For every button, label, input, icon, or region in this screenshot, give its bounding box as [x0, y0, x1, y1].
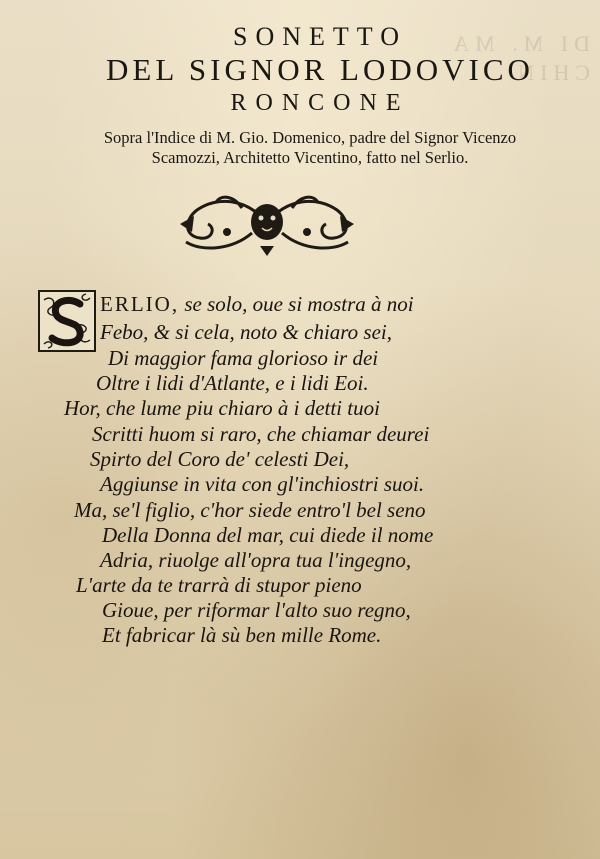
first-word: ERLIO, [100, 292, 180, 316]
subtitle-line-1: Sopra l'Indice di M. Gio. Domenico, padre del Signor Vicenzo [103, 128, 517, 147]
bleed-through-text: DI M. MA CHIN [448, 31, 590, 85]
verse-line-7: Spirto del Coro de' celesti Dei, [90, 447, 350, 471]
verse-line-6: Scritti huom si raro, che chiamar deurei [92, 422, 430, 446]
decorated-initial-s-icon [38, 290, 96, 352]
floral-ornament-icon [172, 188, 362, 258]
verse-line-13: Gioue, per riformar l'alto suo regno, [102, 598, 411, 622]
verse-line-3: Di maggior fama glorioso ir dei [108, 346, 379, 370]
verse-line-14: Et fabricar là sù ben mille Rome. [102, 623, 382, 647]
verse-line-10: Della Donna del mar, cui diede il nome [102, 523, 434, 547]
title-line-2: DEL SIGNOR LODOVICO [106, 52, 534, 87]
title-line-3: RONCONE [230, 90, 410, 116]
verse-line-2: Febo, & si cela, noto & chiaro sei, [100, 320, 393, 344]
title-line-1: SONETTO [233, 22, 407, 51]
verse-line-4: Oltre i lidi d'Atlante, e i lidi Eoi. [96, 371, 369, 395]
verse-line-5: Hor, che lume piu chiaro à i detti tuoi [64, 396, 380, 420]
verse-line-11: Adria, riuolge all'opra tua l'ingegno, [100, 548, 412, 572]
verse-line-9: Ma, se'l figlio, c'hor siede entro'l bel seno [74, 498, 426, 522]
title-block [0, 22, 600, 168]
verse-line-1: ERLIO, se solo, oue si mostra à noi [100, 292, 414, 316]
subtitle [20, 128, 600, 168]
verse-line-12: L'arte da te trarrà di stupor pieno [76, 573, 362, 597]
verse-line-8: Aggiunse in vita con gl'inchiostri suoi. [100, 472, 425, 496]
subtitle-line-2: Scamozzi, Architetto Vicentino, fatto nel Serlio. [151, 148, 469, 167]
